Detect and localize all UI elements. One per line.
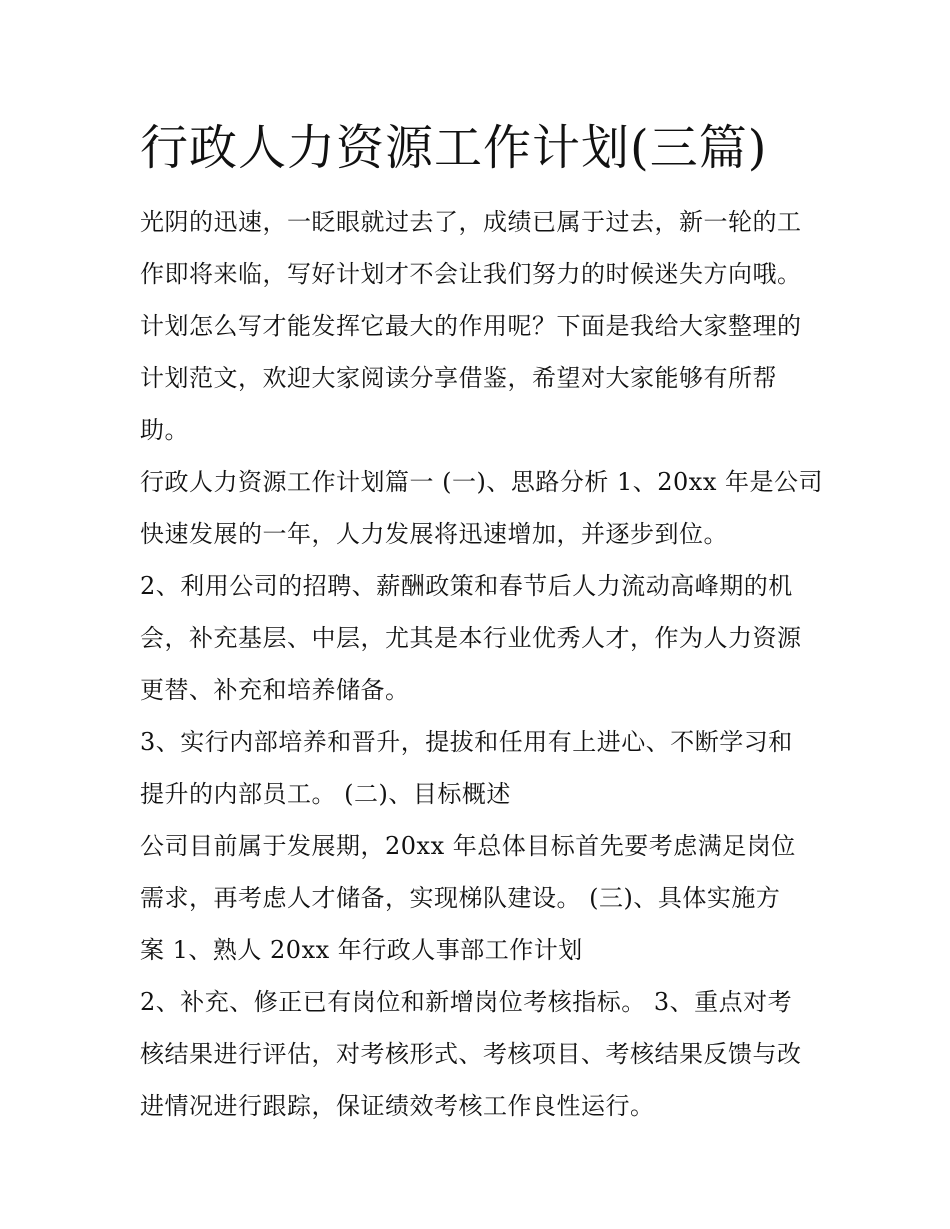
body-line: 会，补充基层、中层，尤其是本行业优秀人才，作为人力资源 [140,624,802,652]
document-body [140,196,830,1132]
body-line: 更替、补充和培养储备。 [140,676,410,704]
body-line: 案 1、熟人 20xx 年行政人事部工作计划 [140,936,583,964]
body-line: 2、补充、修正已有岗位和新增岗位考核指标。 3、重点对考 [140,988,793,1016]
body-line: 计划范文，欢迎大家阅读分享借鉴，希望对大家能够有所帮 [140,364,777,392]
body-line: 进情况进行跟踪，保证绩效考核工作良性运行。 [140,1092,655,1120]
body-line: 作即将来临，写好计划才不会让我们努力的时候迷失方向哦。 [140,260,802,288]
body-line: 计划怎么写才能发挥它最大的作用呢？下面是我给大家整理的 [140,312,802,340]
body-line: 2、利用公司的招聘、薪酬政策和春节后人力流动高峰期的机 [140,572,793,600]
document-title: 行政人力资源工作计划(三篇) [140,120,768,176]
body-line: 公司目前属于发展期，20xx 年总体目标首先要考虑满足岗位 [140,832,796,860]
body-line: 行政人力资源工作计划篇一 (一)、思路分析 1、20xx 年是公司 [140,468,823,496]
body-line: 光阴的迅速，一眨眼就过去了，成绩已属于过去，新一轮的工 [140,208,802,236]
body-line: 核结果进行评估，对考核形式、考核项目、考核结果反馈与改 [140,1040,802,1068]
body-line: 3、实行内部培养和晋升，提拔和任用有上进心、不断学习和 [140,728,793,756]
body-line: 需求，再考虑人才储备，实现梯队建设。 (三)、具体实施方 [140,884,781,912]
body-line: 助。 [140,416,189,444]
body-line: 提升的内部员工。 (二)、目标概述 [140,780,511,808]
body-line: 快速发展的一年，人力发展将迅速增加，并逐步到位。 [140,520,728,548]
